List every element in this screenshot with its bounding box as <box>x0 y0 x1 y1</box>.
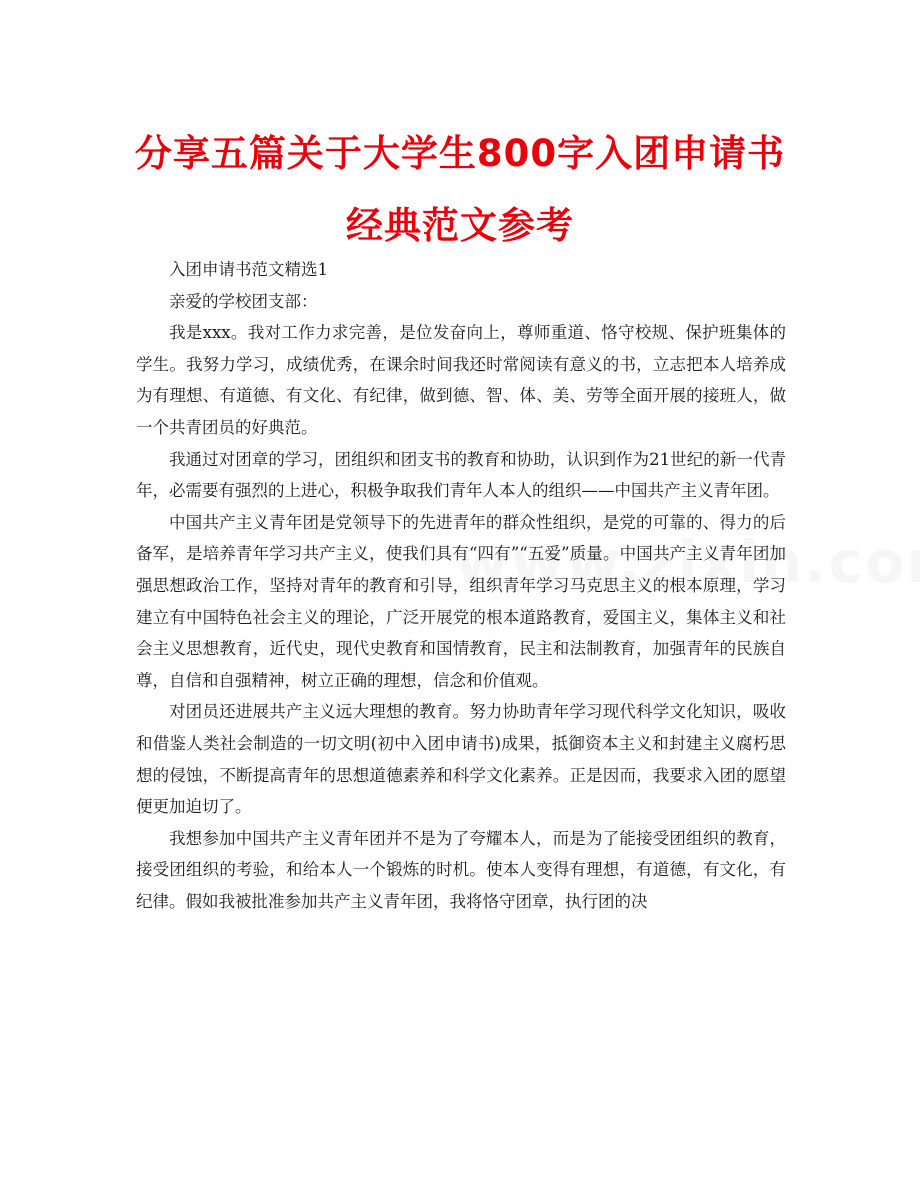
salutation: 亲爱的学校团支部： <box>169 291 318 311</box>
document-title: 分享五篇关于大学生800字入团申请书经典范文参考 <box>134 132 786 247</box>
paragraph: 我是xxx。我对工作力求完善，是位发奋向上，尊师重道、恪守校规、保护班集体的学生。我努力学习，成绩优秀，在课余时间我还时常阅读有意义的书，立志把本人培养成为有理想、有道德、有文化、有纪律，做到德、智、体、美、劳等全面开展的接班人，做一个共青团员的好典范。 <box>136 323 786 437</box>
document-body <box>136 254 786 917</box>
paragraph: 对团员还进展共产主义远大理想的教育。努力协助青年学习现代科学文化知识，吸收和借鉴人类社会制造的一切文明(初中入团申请书)成果，抵御资本主义和封建主义腐朽思想的侵蚀，不断提高青年的思想道德素养和科学文化素养。正是因而，我要求入团的愿望便更加迫切了。 <box>136 702 786 817</box>
section-heading: 入团申请书范文精选1 <box>169 260 328 279</box>
paragraph: 我想参加中国共产主义青年团并不是为了夸耀本人，而是为了能接受团组织的教育，接受团组织的考验，和给本人一个锻炼的时机。使本人变得有理想，有道德，有文化，有纪律。假如我被批准参加共产主义青年团，我将恪守团章，执行团的决 <box>136 828 786 911</box>
paragraph: 我通过对团章的学习，团组织和团支书的教育和协助，认识到作为21世纪的新一代青年，必需要有强烈的上进心，积极争取我们青年人本人的组织——中国共产主义青年团。 <box>136 449 786 501</box>
paragraph: 中国共产主义青年团是党领导下的先进青年的群众性组织，是党的可靠的、得力的后备军，是培养青年学习共产主义，使我们具有“四有”“五爱”质量。中国共产主义青年团加强思想政治工作，坚持对青年的教育和引导，组织青年学习马克思主义的根本原理，学习建立有中国特色社会主义的理论，广泛开展党的根本道路教育，爱国主义，集体主义和社会主义思想教育，近代史，现代史教育和国情教育，民主和法制教育，加强青年的民族自尊，自信和自强精神，树立正确的理想，信念和价值观。 <box>136 512 786 690</box>
